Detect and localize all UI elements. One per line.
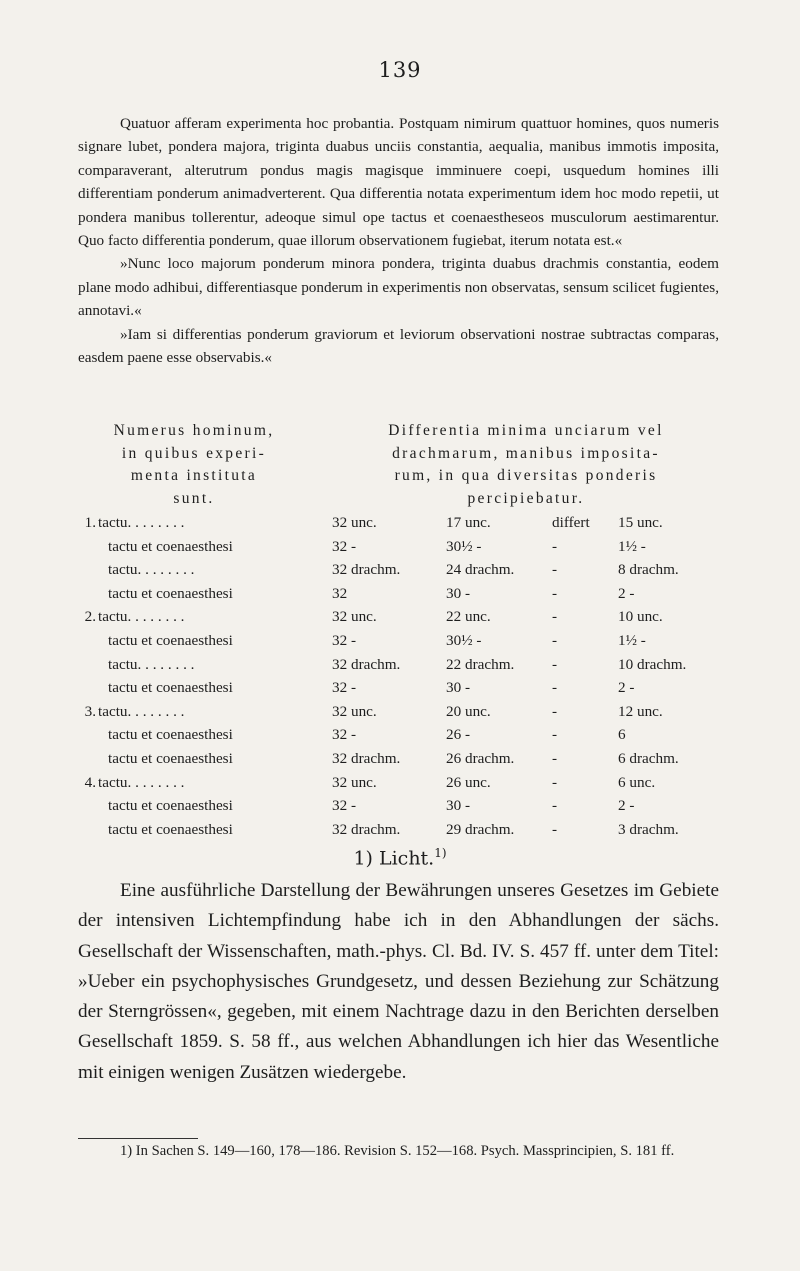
row-compared-weight: 22 drachm. — [446, 655, 515, 673]
table-row — [78, 821, 723, 845]
german-paragraph: Eine ausführliche Darstellung der Bewährungen unseres Gesetzes im Gebiete der intensiven Lichtempfindung habe ich in den Abhandlungen der sächs. Gesellschaft der Wissenschaften, math.-phys. Cl. Bd. IV. S. 457 ff. unter dem Titel: »Ueber ein psychophysisches Grundgesetz, und dessen Beziehung zur Schätzung der Sterngrössen«, gegeben, mit einem Nachtrage dazu in den Berichten derselben Gesellschaft 1859. S. 58 ff., aus welchen Abhandlungen ich hier das Wesentliche mit einigen wenigen Zusätzen wiedergebe. — [78, 880, 719, 1083]
row-label: tactu et coenaesthesi — [108, 749, 233, 767]
latin-paragraph: Quatuor afferam experimenta hoc probantia. Postquam nimirum quattuor homines, quos numeris signare lubet, pondera majora, triginta duabus unciis constantia, aequalia, manibus immotis imposita, comparaverant, alterutrum pondus magis magisque imminuere coepi, usquedum homines illi differentiam ponderum animadverterent. Qua differentia notata experimentum idem hoc modo repetii, ut pondera manibus tollerentur, adeoque simul ope tactus et coenaestheseos musculorum aestimarentur. Quo facto differentia ponderum, quae illorum observationem fugiebat, iterum notata est.« — [78, 115, 719, 250]
row-differt: - — [552, 537, 558, 555]
row-compared-weight: 26 unc. — [446, 773, 491, 791]
row-differt: - — [552, 726, 558, 744]
row-compared-weight: 30 - — [446, 797, 471, 815]
row-number: 3. — [84, 702, 96, 720]
row-compared-weight: 29 drachm. — [446, 820, 515, 838]
row-total-weight: 32 drachm. — [332, 820, 401, 838]
footnote-marker: 1) — [434, 846, 447, 860]
page-number: 139 — [378, 58, 422, 82]
row-label: tactu et coenaesthesi — [108, 797, 233, 815]
row-differt: - — [552, 608, 558, 626]
row-number: 4. — [84, 773, 96, 791]
row-difference: 1½ - — [618, 631, 646, 649]
row-differt: - — [552, 679, 558, 697]
table-row — [78, 703, 723, 727]
row-total-weight: 32 drachm. — [332, 655, 401, 673]
row-difference: 8 drachm. — [618, 561, 679, 579]
row-difference: 1½ - — [618, 537, 646, 555]
row-compared-weight: 17 unc. — [446, 514, 491, 531]
row-difference: 6 unc. — [618, 773, 656, 791]
table-body — [78, 514, 723, 844]
row-differt: - — [552, 820, 558, 838]
latin-text — [78, 112, 719, 369]
footnote: 1) In Sachen S. 149—160, 178—186. Revision S. 152—168. Psych. Massprincipien, S. 181 ff. — [120, 1143, 675, 1159]
row-total-weight: 32 unc. — [332, 514, 377, 531]
row-label: tactu. . . . . . . . — [108, 655, 195, 673]
table-header-right: Differentia minima unciarum vel drachmarum, manibus imposita- rum, in qua diversitas ponderis percipiebatur. — [388, 422, 664, 507]
row-total-weight: 32 drachm. — [332, 561, 401, 579]
row-compared-weight: 30½ - — [446, 537, 482, 555]
table-row — [78, 726, 723, 750]
row-label: tactu et coenaesthesi — [108, 584, 233, 602]
table-row — [78, 585, 723, 609]
row-differt: differt — [552, 514, 590, 531]
row-label: tactu. . . . . . . . — [98, 514, 185, 531]
table-row — [78, 608, 723, 632]
row-total-weight: 32 unc. — [332, 702, 377, 720]
row-differt: - — [552, 773, 558, 791]
row-total-weight: 32 - — [332, 537, 357, 555]
table-row — [78, 656, 723, 680]
row-compared-weight: 30 - — [446, 679, 471, 697]
table-row — [78, 538, 723, 562]
row-difference: 12 unc. — [618, 702, 663, 720]
row-difference: 2 - — [618, 679, 635, 697]
row-compared-weight: 20 unc. — [446, 702, 491, 720]
row-label: tactu et coenaesthesi — [108, 631, 233, 649]
row-difference: 2 - — [618, 584, 635, 602]
row-total-weight: 32 - — [332, 797, 357, 815]
table-row — [78, 632, 723, 656]
row-label: tactu. . . . . . . . — [98, 773, 185, 791]
row-label: tactu et coenaesthesi — [108, 726, 233, 744]
row-difference: 10 drachm. — [618, 655, 687, 673]
row-number: 1. — [84, 514, 96, 531]
row-compared-weight: 24 drachm. — [446, 561, 515, 579]
row-differt: - — [552, 749, 558, 767]
row-differt: - — [552, 561, 558, 579]
row-total-weight: 32 — [332, 584, 348, 602]
row-differt: - — [552, 797, 558, 815]
german-text — [78, 876, 719, 1088]
row-difference: 2 - — [618, 797, 635, 815]
row-differt: - — [552, 655, 558, 673]
row-total-weight: 32 unc. — [332, 608, 377, 626]
row-label: tactu et coenaesthesi — [108, 537, 233, 555]
row-differt: - — [552, 631, 558, 649]
table-row — [78, 679, 723, 703]
row-compared-weight: 30 - — [446, 584, 471, 602]
row-differt: - — [552, 584, 558, 602]
table-row — [78, 750, 723, 774]
section-title: 1) Licht.$^{1)}$ — [353, 846, 447, 870]
table-row — [78, 797, 723, 821]
row-difference: 15 unc. — [618, 514, 663, 531]
table-row — [78, 774, 723, 798]
table-row — [78, 561, 723, 585]
row-difference: 6 drachm. — [618, 749, 679, 767]
row-difference: 3 drachm. — [618, 820, 679, 838]
row-differt: - — [552, 702, 558, 720]
row-label: tactu et coenaesthesi — [108, 820, 233, 838]
row-label: tactu. . . . . . . . — [98, 702, 185, 720]
row-compared-weight: 26 - — [446, 726, 471, 744]
row-label: tactu. . . . . . . . — [98, 608, 185, 626]
row-difference: 6 — [618, 726, 626, 744]
row-total-weight: 32 - — [332, 679, 357, 697]
row-number: 2. — [84, 608, 96, 626]
row-compared-weight: 30½ - — [446, 631, 482, 649]
row-total-weight: 32 - — [332, 726, 357, 744]
row-compared-weight: 26 drachm. — [446, 749, 515, 767]
row-label: tactu et coenaesthesi — [108, 679, 233, 697]
table-header-left: Numerus hominum, in quibus experi- menta instituta sunt. — [113, 422, 275, 507]
latin-paragraph: »Iam si differentias ponderum graviorum et leviorum observationi nostrae subtractas comparas, easdem paene esse observabis.« — [78, 325, 719, 367]
row-total-weight: 32 unc. — [332, 773, 377, 791]
row-compared-weight: 22 unc. — [446, 608, 491, 626]
table-row — [78, 514, 723, 538]
row-label: tactu. . . . . . . . — [108, 561, 195, 579]
row-total-weight: 32 - — [332, 631, 357, 649]
footnote-divider — [78, 1138, 198, 1139]
row-total-weight: 32 drachm. — [332, 749, 401, 767]
latin-paragraph: »Nunc loco majorum ponderum minora pondera, triginta duabus drachmis constantia, eodem plane modo adhibui, differentiasque ponderum in experimentis non observatas, sensum scilicet fugientes, annotavi.« — [78, 255, 719, 320]
row-difference: 10 unc. — [618, 608, 663, 626]
